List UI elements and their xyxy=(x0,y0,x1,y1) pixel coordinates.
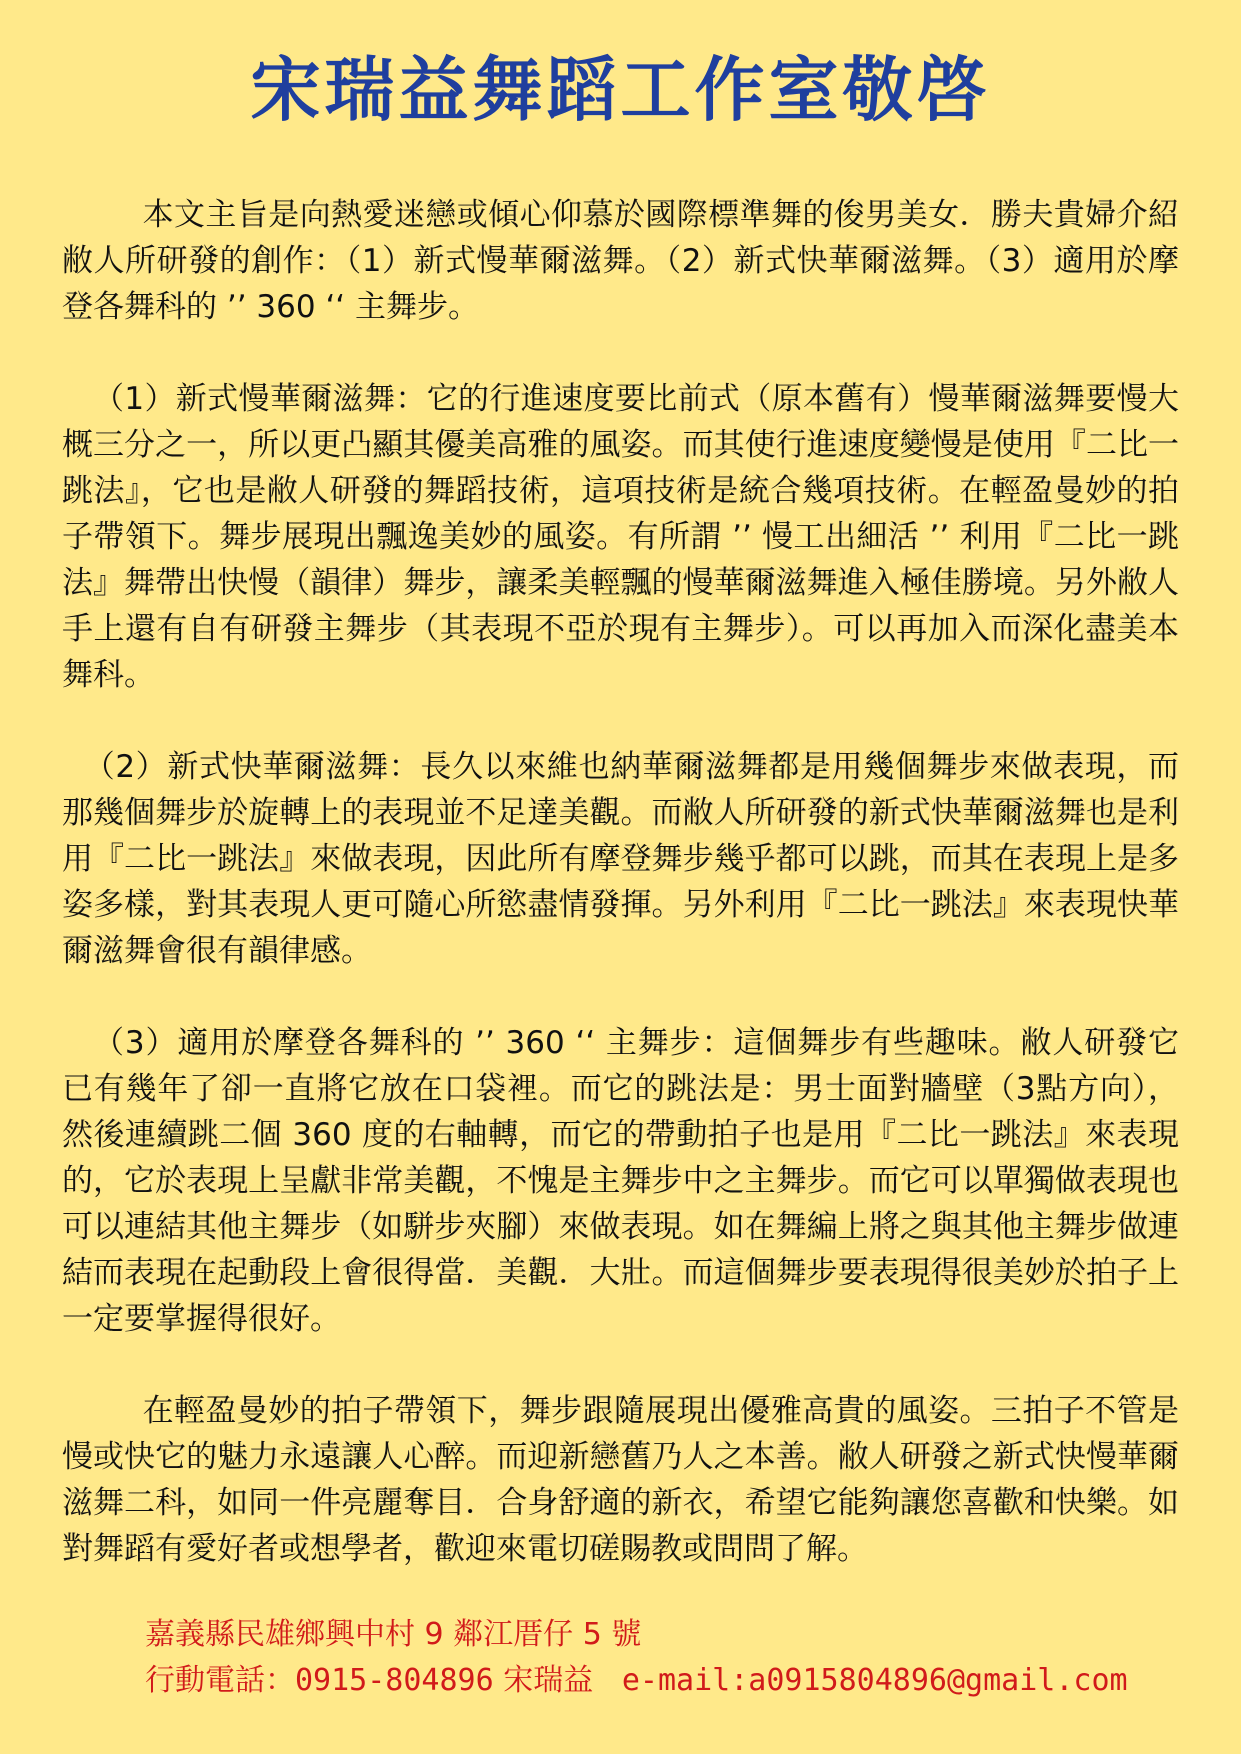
paragraph-closing: 在輕盈曼妙的拍子帶領下，舞步跟隨展現出優雅高貴的風姿。三拍子不管是慢或快它的魅力永遠讓人心醉。而迎新戀舊乃人之本善。敝人研發之新式快慢華爾滋舞二科，如同一件亮麗奪目．合身舒適的新衣，希望它能夠讓您喜歡和快樂。如對舞蹈有愛好者或想學者，歡迎來電切磋賜教或問問了解。 xyxy=(62,1393,1179,1567)
paragraph-360-step: （3）適用於摩登各舞科的 ’’ 360 ‘‘ 主舞步：這個舞步有些趣味。敝人研發它已有幾年了卻一直將它放在口袋裡。而它的跳法是：男士面對牆壁（3點方向），然後連續跳二個 360 度的右軸轉，而它的帶動拍子也是用『二比一跳法』來表現的，它於表現上呈獻非常美觀，不愧是主舞步中之主舞步。而它可以單獨做表現也可以連結其他主舞步（如駢步夾腳）來做表現。如在舞編上將之與其他主舞步做連結而表現在起動段上會很得當．美觀．大壯。而這個舞步要表現得很美妙於拍子上一定要掌握得很好。 xyxy=(62,1025,1179,1337)
document-body xyxy=(62,192,1179,1572)
phone-label: 行動電話： xyxy=(145,1663,295,1698)
contact-block xyxy=(145,1612,1128,1704)
phone-number: 0915-804896 xyxy=(295,1663,494,1698)
email-label: e-mail: xyxy=(621,1663,749,1698)
contact-line xyxy=(145,1658,1128,1704)
contact-name: 宋瑞益 xyxy=(503,1663,594,1698)
email-address: a0915804896@gmail.com xyxy=(748,1663,1128,1698)
paragraph-fast-waltz: （2）新式快華爾滋舞：長久以來維也納華爾滋舞都是用幾個舞步來做表現，而那幾個舞步於旋轉上的表現並不足達美觀。而敝人所研發的新式快華爾滋舞也是利用『二比一跳法』來做表現，因此所有摩登舞步幾乎都可以跳，而其在表現上是多姿多樣，對其表現人更可隨心所慾盡情發揮。另外利用『二比一跳法』來表現快華爾滋舞會很有韻律感。 xyxy=(62,749,1179,969)
paragraph-intro: 本文主旨是向熱愛迷戀或傾心仰慕於國際標準舞的俊男美女．勝夫貴婦介紹敝人所研發的創作：（1）新式慢華爾滋舞。（2）新式快華爾滋舞。（3）適用於摩登各舞科的 ’’ 360 ‘‘ 主舞步。 xyxy=(62,197,1179,325)
contact-address: 嘉義縣民雄鄉興中村 9 鄰江厝仔 5 號 xyxy=(145,1617,642,1652)
paragraph-slow-waltz: （1）新式慢華爾滋舞：它的行進速度要比前式（原本舊有）慢華爾滋舞要慢大概三分之一，所以更凸顯其優美高雅的風姿。而其使行進速度變慢是使用『二比一跳法』，它也是敝人研發的舞蹈技術，這項技術是統合幾項技術。在輕盈曼妙的拍子帶領下。舞步展現出飄逸美妙的風姿。有所謂 ’’ 慢工出細活 ’’ 利用『二比一跳法』舞帶出快慢（韻律）舞步，讓柔美輕飄的慢華爾滋舞進入極佳勝境。另外敝人手上還有自有研發主舞步（其表現不亞於現有主舞步）。可以再加入而深化盡美本舞科。 xyxy=(62,381,1179,693)
page-title: 宋瑞益舞蹈工作室敬啓 xyxy=(250,48,991,131)
